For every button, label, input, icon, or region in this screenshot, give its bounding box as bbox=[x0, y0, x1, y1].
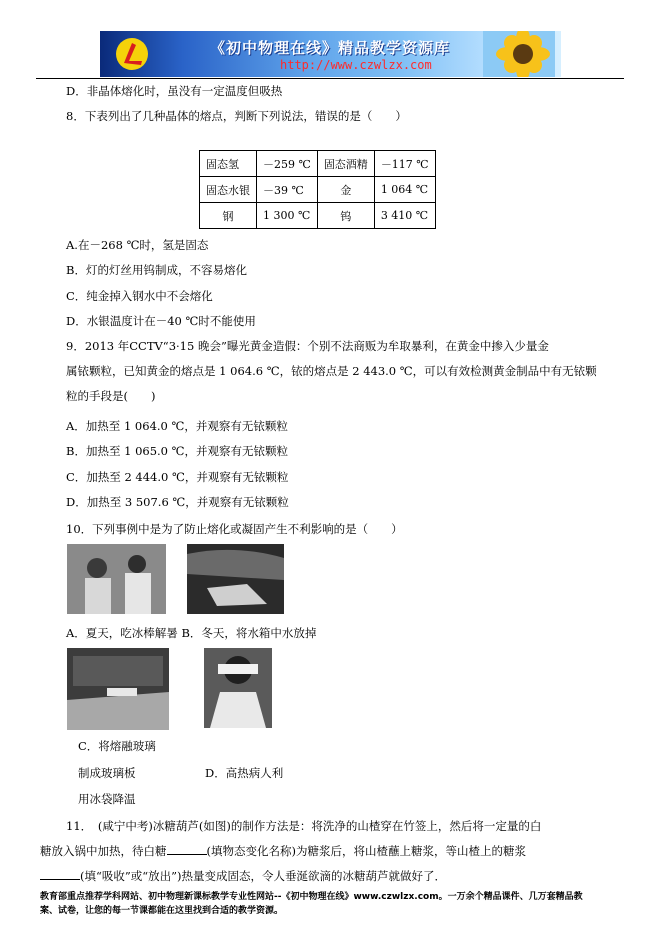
patient-photo-icon bbox=[204, 648, 272, 728]
answer-blank[interactable] bbox=[167, 843, 207, 855]
q8-stem: 8．下表列出了几种晶体的熔点，判断下列说法，错误的是（ ） bbox=[66, 109, 407, 123]
q8-option-b: B．灯的灯丝用钨制成，不容易熔化 bbox=[66, 263, 247, 277]
q11-stem-line2 bbox=[40, 843, 526, 859]
table-cell: 金 bbox=[317, 177, 374, 203]
header-divider bbox=[36, 78, 624, 79]
table-row bbox=[200, 151, 436, 177]
answer-blank[interactable] bbox=[40, 868, 80, 880]
q9-option-b: B．加热至 1 065.0 ℃，并观察有无铱颗粒 bbox=[66, 444, 289, 458]
banner-title: 《初中物理在线》精品教学资源库 bbox=[210, 39, 451, 57]
table-cell: －117 ℃ bbox=[374, 151, 435, 177]
table-cell: －259 ℃ bbox=[257, 151, 318, 177]
table-cell: 固态氢 bbox=[200, 151, 257, 177]
footer-line1: 教育部重点推荐学科网站、初中物理新课标教学专业性网站--《初中物理在线》www.czwlzx.com。一万余个精品课件、几万套精品教 bbox=[40, 892, 583, 902]
table-row bbox=[200, 177, 436, 203]
table-cell: 钢 bbox=[200, 203, 257, 229]
q7-option-d: D．非晶体熔化时，虽没有一定温度但吸热 bbox=[66, 84, 283, 98]
table-cell: 3 410 ℃ bbox=[374, 203, 435, 229]
q10-option-d-line1: D．高热病人利 bbox=[205, 766, 284, 780]
q8-option-a: A.在－268 ℃时，氢是固态 bbox=[66, 238, 209, 252]
table-cell: 固态水银 bbox=[200, 177, 257, 203]
q10-option-c-line2: 制成玻璃板 bbox=[78, 766, 136, 780]
q8-option-d: D．水银温度计在－40 ℃时不能使用 bbox=[66, 314, 256, 328]
q8-option-c: C．纯金掉入钢水中不会熔化 bbox=[66, 289, 213, 303]
q10-options-ab: A．夏天，吃冰棒解暑 B．冬天，将水箱中水放掉 bbox=[66, 626, 317, 640]
site-logo-icon bbox=[114, 37, 150, 71]
q11-text-part2: (填物态变化名称)为糖浆后，将山楂蘸上糖浆，等山楂上的糖浆 bbox=[206, 844, 526, 858]
q10-option-c-line1: C．将熔融玻璃 bbox=[78, 739, 156, 753]
q9-stem-line1: 9．2013 年CCTV“3·15 晚会”曝光黄金造假：个别不法商贩为牟取暴利，在黄金中掺入少量金 bbox=[66, 339, 549, 353]
table-cell: 钨 bbox=[317, 203, 374, 229]
page-footer bbox=[40, 890, 625, 918]
q9-option-a: A．加热至 1 064.0 ℃，并观察有无铱颗粒 bbox=[66, 419, 288, 433]
footer-line2: 案、试卷，让您的每一节课都能在这里找到合适的教学资源。 bbox=[40, 906, 284, 916]
sunflower-icon bbox=[483, 31, 555, 77]
photo-eating-popsicle bbox=[67, 544, 166, 614]
banner-url[interactable]: http://www.czwlzx.com bbox=[280, 58, 432, 72]
q9-option-d: D．加热至 3 507.6 ℃，并观察有无铱颗粒 bbox=[66, 495, 289, 509]
q11-text-part1: 糖放入锅中加热，待白糖 bbox=[40, 844, 167, 858]
q10-option-d-line2: 用冰袋降温 bbox=[78, 792, 136, 806]
q11-stem-line1: 11． (咸宁中考)冰糖葫芦(如图)的制作方法是：将洗净的山楂穿在竹签上，然后将一定量的白 bbox=[66, 819, 542, 833]
header-banner bbox=[100, 31, 561, 77]
q11-text-part3: (填“吸收”或“放出”)热量变成固态，令人垂涎欲滴的冰糖葫芦就做好了． bbox=[80, 869, 446, 883]
melting-point-table bbox=[199, 150, 436, 229]
table-cell: 1 300 ℃ bbox=[257, 203, 318, 229]
table-row bbox=[200, 203, 436, 229]
table-cell: 固态酒精 bbox=[317, 151, 374, 177]
q9-stem-line2: 属铱颗粒，已知黄金的熔点是 1 064.6 ℃，铱的熔点是 2 443.0 ℃，可以有效检测黄金制品中有无铱颗 bbox=[66, 364, 597, 378]
people-photo-icon bbox=[67, 544, 166, 614]
q9-stem-line3: 粒的手段是( ) bbox=[66, 389, 156, 403]
photo-glass-factory bbox=[67, 648, 169, 730]
factory-photo-icon bbox=[67, 648, 169, 730]
table-cell: －39 ℃ bbox=[257, 177, 318, 203]
car-photo-icon bbox=[187, 544, 284, 614]
q9-option-c: C．加热至 2 444.0 ℃，并观察有无铱颗粒 bbox=[66, 470, 289, 484]
photo-ice-pack-patient bbox=[204, 648, 272, 728]
table-cell: 1 064 ℃ bbox=[374, 177, 435, 203]
q10-stem: 10．下列事例中是为了防止熔化或凝固产生不利影响的是（ ） bbox=[66, 522, 403, 536]
q11-stem-line3 bbox=[40, 868, 446, 884]
photo-car-radiator bbox=[187, 544, 284, 614]
